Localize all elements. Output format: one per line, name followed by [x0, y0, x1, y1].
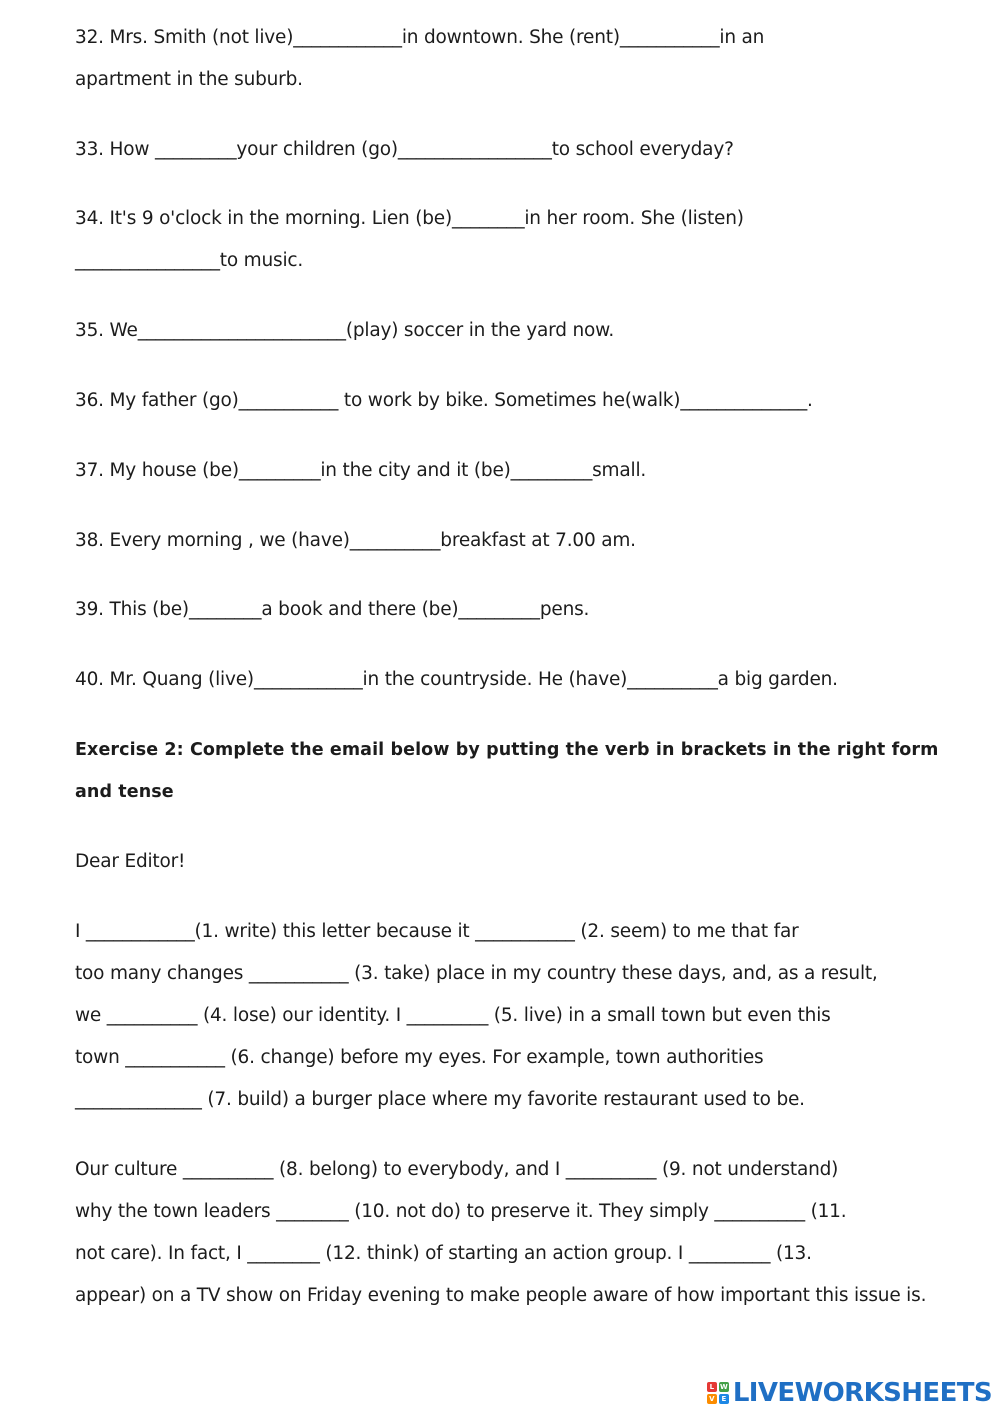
logo-mark-letter: E — [719, 1394, 729, 1404]
logo-mark-letter: W — [719, 1383, 728, 1391]
exercise-2-heading-line-1: Exercise 2: Complete the email below by putting the verb in brackets in the right form — [75, 740, 939, 760]
question-34-line-1: 34. It's 9 o'clock in the morning. Lien (be)________in her room. She (listen) — [75, 208, 744, 229]
question-34-line-2: ________________to music. — [75, 250, 304, 271]
email-greeting: Dear Editor! — [75, 851, 186, 872]
question-37: 37. My house (be)_________in the city and it (be)_________small. — [75, 460, 647, 481]
question-32-line-1: 32. Mrs. Smith (not live)____________in downtown. She (rent)___________in an — [75, 27, 765, 48]
liveworksheets-logo-text: LIVEWORKSHEETS — [732, 1378, 992, 1408]
question-35: 35. We_______________________(play) soccer in the yard now. — [75, 320, 615, 341]
liveworksheets-logo[interactable] — [707, 1376, 992, 1410]
email-paragraph-1-line: I ____________(1. write) this letter because it ___________ (2. seem) to me that far — [75, 921, 799, 942]
email-paragraph-2-line: appear) on a TV show on Friday evening to make people aware of how important this issue is. — [75, 1285, 927, 1306]
liveworksheets-logo-mark-icon — [707, 1382, 729, 1404]
email-paragraph-2-line: Our culture __________ (8. belong) to everybody, and I __________ (9. not understand) — [75, 1159, 839, 1180]
question-40: 40. Mr. Quang (live)____________in the countryside. He (have)__________a big garden. — [75, 669, 838, 690]
question-33: 33. How _________your children (go)_________________to school everyday? — [75, 139, 734, 160]
email-paragraph-1-line: too many changes ___________ (3. take) place in my country these days, and, as a result, — [75, 963, 878, 984]
email-paragraph-2-line: not care). In fact, I ________ (12. think) of starting an action group. I _________ (13. — [75, 1243, 812, 1264]
email-paragraph-1-line: town ___________ (6. change) before my eyes. For example, town authorities — [75, 1047, 764, 1068]
question-36: 36. My father (go)___________ to work by bike. Sometimes he(walk)______________. — [75, 390, 813, 411]
logo-mark-letter: V — [707, 1394, 717, 1404]
email-paragraph-1-line: ______________ (7. build) a burger place where my favorite restaurant used to be. — [75, 1089, 805, 1110]
question-38: 38. Every morning , we (have)__________breakfast at 7.00 am. — [75, 530, 636, 551]
question-32-line-2: apartment in the suburb. — [75, 69, 303, 90]
email-paragraph-2-line: why the town leaders ________ (10. not do) to preserve it. They simply __________ (11. — [75, 1201, 847, 1222]
question-39: 39. This (be)________a book and there (be)_________pens. — [75, 599, 590, 620]
email-paragraph-1-line: we __________ (4. lose) our identity. I _________ (5. live) in a small town but even this — [75, 1005, 831, 1026]
logo-mark-letter: L — [707, 1382, 717, 1392]
exercise-2-heading-line-2: and tense — [75, 782, 174, 802]
